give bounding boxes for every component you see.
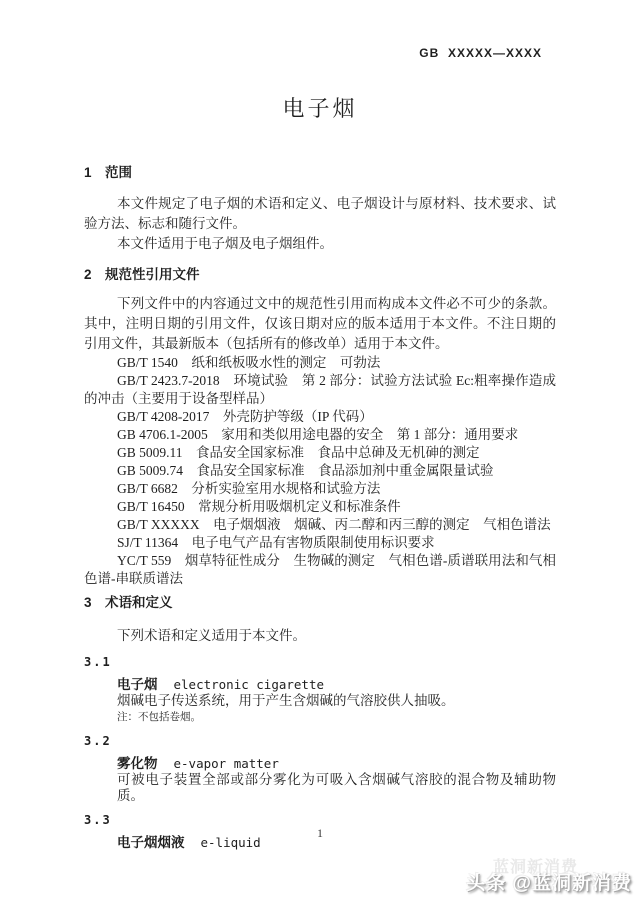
term-definition: 烟碱电子传送系统，用于产生含烟碱的气溶胶供人抽吸。 xyxy=(117,693,455,708)
reference-item: GB/T 1540 纸和纸板吸水性的测定 可勃法 xyxy=(117,355,381,370)
term-clause-number-3-2: 3.2 xyxy=(84,734,112,748)
toutiao-watermark: 头条 @蓝洞新消费 xyxy=(466,873,632,894)
reference-item: GB/T 16450 常规分析用吸烟机定义和标准条件 xyxy=(117,499,401,514)
page-number: 1 xyxy=(317,826,323,840)
section-references-heading: 2 规范性引用文件 xyxy=(84,267,200,282)
reference-item: GB/T XXXXX 电子烟烟液 烟碱、丙二醇和丙三醇的测定 气相色谱法 xyxy=(117,517,551,532)
term-clause-number-3-1: 3.1 xyxy=(84,655,112,669)
term-name-en: electronic cigarette xyxy=(173,677,325,692)
standard-code: GB XXXXX—XXXX xyxy=(419,46,542,60)
term-entry-3-2 xyxy=(84,755,556,804)
term-name-en: e-vapor matter xyxy=(173,756,279,771)
reference-item: YC/T 559 烟草特征性成分 生物碱的测定 气相色谱-质谱联用法和气相色谱-串联质谱法 xyxy=(84,553,556,586)
term-entry-3-1 xyxy=(84,676,556,725)
watermark-ghost-text: 蓝洞新消费 xyxy=(492,859,578,876)
reference-item: GB/T 2423.7-2018 环境试验 第 2 部分：试验方法试验 Ec:粗率操作造成的冲击（主要用于设备型样品） xyxy=(84,373,556,406)
term-definition: 可被电子装置全部或部分雾化为可吸入含烟碱气溶胶的混合物及辅助物质。 xyxy=(117,772,556,803)
reference-item: GB 4706.1-2005 家用和类似用途电器的安全 第 1 部分：通用要求 xyxy=(117,427,519,442)
scope-paragraph-2: 本文件适用于电子烟及电子烟组件。 xyxy=(117,236,333,251)
reference-item: GB 5009.74 食品安全国家标准 食品添加剂中重金属限量试验 xyxy=(117,463,494,478)
term-title-line xyxy=(117,755,556,772)
section-scope-heading: 1 范围 xyxy=(84,165,133,180)
section-terms-heading: 3 术语和定义 xyxy=(84,595,173,610)
term-name-zh: 电子烟 xyxy=(117,677,158,692)
term-clause-number-3-3: 3.3 xyxy=(84,813,112,827)
term-name-en: e-liquid xyxy=(200,835,261,850)
term-name-zh: 雾化物 xyxy=(117,756,158,771)
scope-paragraph-1: 本文件规定了电子烟的术语和定义、电子烟设计与原材料、技术要求、试验方法、标志和随行文件。 xyxy=(84,196,556,231)
term-title-line xyxy=(117,676,556,693)
reference-item: GB 5009.11 食品安全国家标准 食品中总砷及无机砷的测定 xyxy=(117,445,480,460)
term-note: 注：不包括卷烟。 xyxy=(117,712,201,723)
document-title: 电子烟 xyxy=(282,96,358,121)
term-name-zh: 电子烟烟液 xyxy=(117,835,185,850)
reference-item: GB/T 6682 分析实验室用水规格和试验方法 xyxy=(117,481,381,496)
reference-item: GB/T 4208-2017 外壳防护等级（IP 代码） xyxy=(117,409,373,424)
references-intro: 下列文件中的内容通过文中的规范性引用而构成本文件必不可少的条款。其中，注明日期的引用文件，仅该日期对应的版本适用于本文件。不注日期的引用文件，其最新版本（包括所有的修改单）适用于本文件。 xyxy=(84,296,556,351)
terms-intro: 下列术语和定义适用于本文件。 xyxy=(117,628,306,643)
references-list xyxy=(84,354,556,588)
reference-item: SJ/T 11364 电子电气产品有害物质限制使用标识要求 xyxy=(117,535,435,550)
